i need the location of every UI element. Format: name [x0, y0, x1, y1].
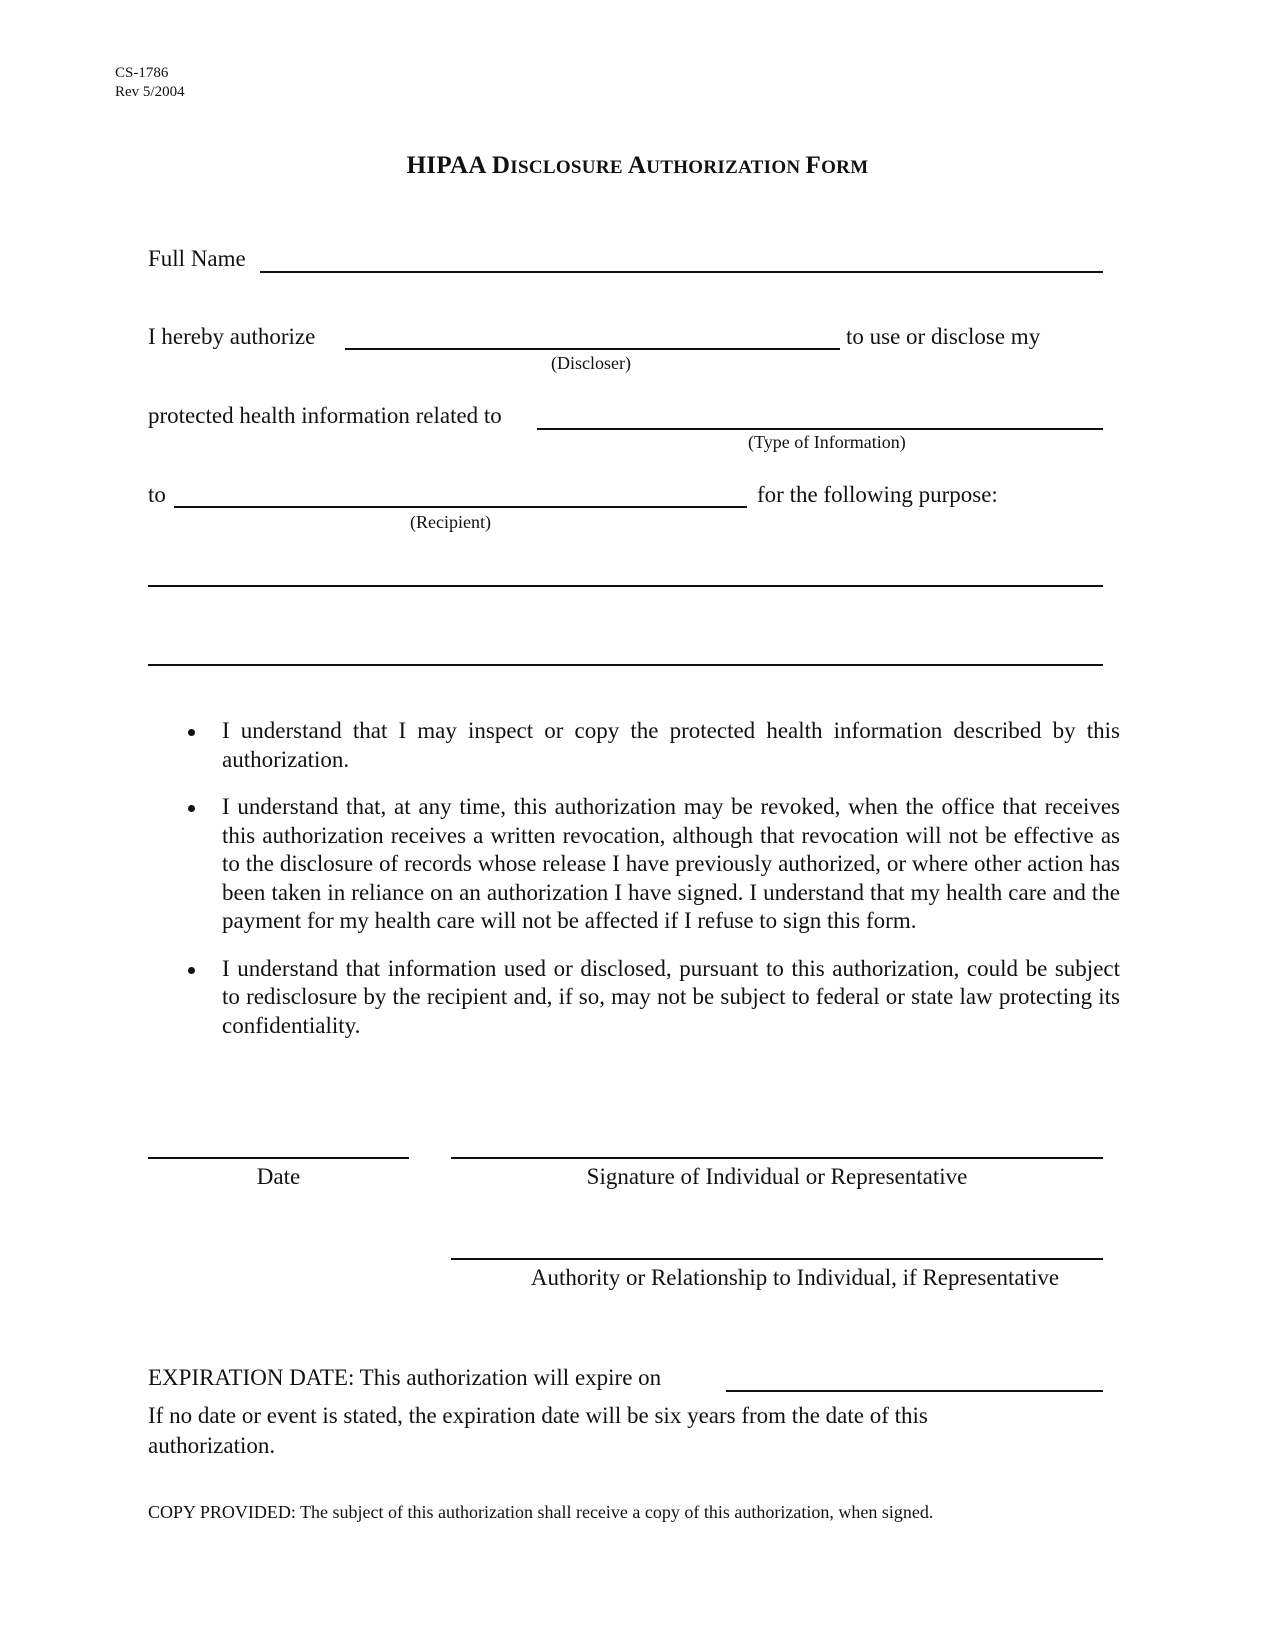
signature-caption: Signature of Individual or Representative [586, 1164, 968, 1189]
purpose-field-line-1[interactable] [148, 585, 1103, 587]
title-part-2-small: UTHORIZATION [646, 157, 806, 178]
form-number: CS-1786 [115, 65, 169, 81]
revision-date: Rev 5/2004 [115, 84, 185, 100]
acknowledgement-text: I understand that I may inspect or copy the protected health information described by this authorization. [222, 718, 1120, 772]
acknowledgement-item [175, 955, 1120, 1041]
bullet-icon [188, 805, 195, 812]
bullet-icon [188, 729, 195, 736]
date-caption: Date [256, 1164, 301, 1189]
full-name-field[interactable] [260, 271, 1103, 273]
expiration-label: EXPIRATION DATE: This authorization will expire on [148, 1365, 662, 1390]
recipient-field[interactable] [174, 506, 747, 508]
date-field[interactable] [148, 1157, 409, 1159]
title-part-1-small: ISCLOSURE [510, 157, 628, 178]
expiration-date-field[interactable] [726, 1390, 1103, 1392]
form-title [0, 152, 1275, 180]
signature-field[interactable] [451, 1157, 1103, 1159]
authorize-label: I hereby authorize [148, 324, 316, 349]
type-of-information-caption: (Type of Information) [748, 432, 906, 452]
purpose-label: for the following purpose: [757, 482, 998, 507]
bullet-icon [188, 967, 195, 974]
expiration-note-line-1: If no date or event is stated, the expiration date will be six years from the date of this [148, 1403, 928, 1428]
discloser-caption: (Discloser) [551, 353, 631, 373]
authorize-suffix: to use or disclose my [846, 324, 1041, 349]
expiration-note-line-2: authorization. [148, 1433, 276, 1458]
title-part-3-small: ORM [821, 157, 869, 178]
title-part-2: A [627, 152, 647, 179]
copy-provided-notice: COPY PROVIDED: The subject of this authorization shall receive a copy of this authorization, when signed. [148, 1502, 934, 1522]
purpose-field-line-2[interactable] [148, 664, 1103, 666]
authority-caption: Authority or Relationship to Individual, if Representative [530, 1265, 1060, 1290]
phi-label: protected health information related to [148, 403, 502, 428]
acknowledgement-item [175, 717, 1120, 774]
type-of-information-field[interactable] [537, 428, 1103, 430]
authority-field[interactable] [451, 1258, 1103, 1260]
acknowledgements-list [175, 717, 1120, 1059]
recipient-caption: (Recipient) [410, 512, 491, 532]
discloser-field[interactable] [345, 348, 840, 350]
title-part-3: F [805, 152, 822, 179]
acknowledgement-item [175, 793, 1120, 936]
acknowledgement-text: I understand that, at any time, this authorization may be revoked, when the office that receives this authorization receives a written revocation, although that revocation will not be effective as to the disclosure of records whose release I have previously authorized, or where other action has been taken in reliance on an authorization I have signed. I understand that my health care and the payment for my health care will not be affected if I refuse to sign this form. [222, 794, 1120, 933]
to-label: to [148, 482, 166, 507]
title-part-1: HIPAA D [406, 152, 511, 179]
full-name-label: Full Name [148, 246, 246, 271]
acknowledgement-text: I understand that information used or disclosed, pursuant to this authorization, could be subject to redisclosure by the recipient and, if so, may not be subject to federal or state law protecting its confidentiality. [222, 955, 1120, 1038]
